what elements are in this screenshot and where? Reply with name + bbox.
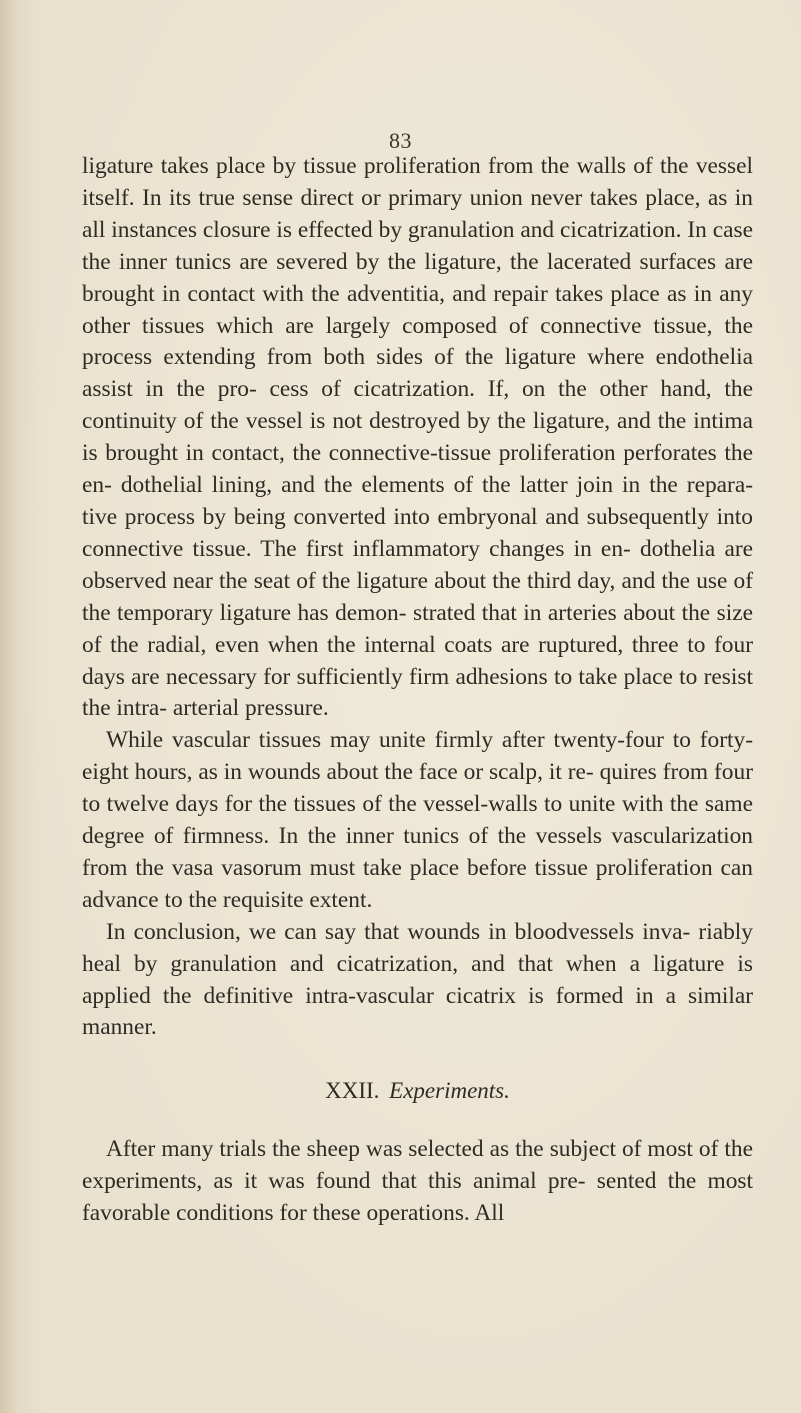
paragraph-experiments: After many trials the sheep was selected as the subject of most of the experiments, as it was found that this animal pre- sented the most favorable conditions for these operations. All	[82, 1136, 753, 1227]
paragraph-ligature-repair: ligature takes place by tissue proliferation from the walls of the vessel itself. In its true sense direct or primary union never takes place, as in all instances closure is effected by granulation and cicatrization. In case the inner tunics are severed by the ligature, the lacerated surfaces are brought in contact with the adventitia, and repair takes place as in any other tissues which are largely composed of connective tissue, the process extending from both sides of the ligature where endothelia assist in the pro- cess of cicatrization. If, on the other hand, the continuity of the vessel is not destroyed by the ligature, and the intima is brought in contact, the connective-tissue proliferation perforates the en- dothelial lining, and the elements of the latter join in the repara- tive process by being converted into embryonal and subsequently into connective tissue. The first inflammatory changes in en- dothelia are observed near the seat of the ligature about the third day, and the use of the temporary ligature has demon- strated that in arteries about the size of the radial, even when the internal coats are ruptured, three to four days are necessary for sufficiently firm adhesions to take place to resist the intra- arterial pressure.	[82, 153, 753, 722]
paragraph-conclusion: In conclusion, we can say that wounds in bloodvessels inva- riably heal by granulation and cicatrization, and that when a ligature is applied the definitive intra-vascular cicatrix is formed in a similar manner.	[82, 918, 753, 1041]
page-number: 83	[389, 128, 412, 153]
paragraph-vascular-union: While vascular tissues may unite firmly after twenty-four to forty-eight hours, as in wounds about the face or scalp, it re- quires from four to twelve days for the tissues of the vessel-walls to unite with the same degree of firmness. In the inner tunics of the vessels vascularization from the vasa vasorum must take place before tissue proliferation can advance to the requisite extent.	[82, 727, 753, 913]
section-number: XXII.	[325, 1078, 380, 1104]
body-text	[82, 151, 753, 1230]
section-title: Experiments.	[389, 1078, 510, 1104]
section-heading	[82, 1075, 753, 1107]
